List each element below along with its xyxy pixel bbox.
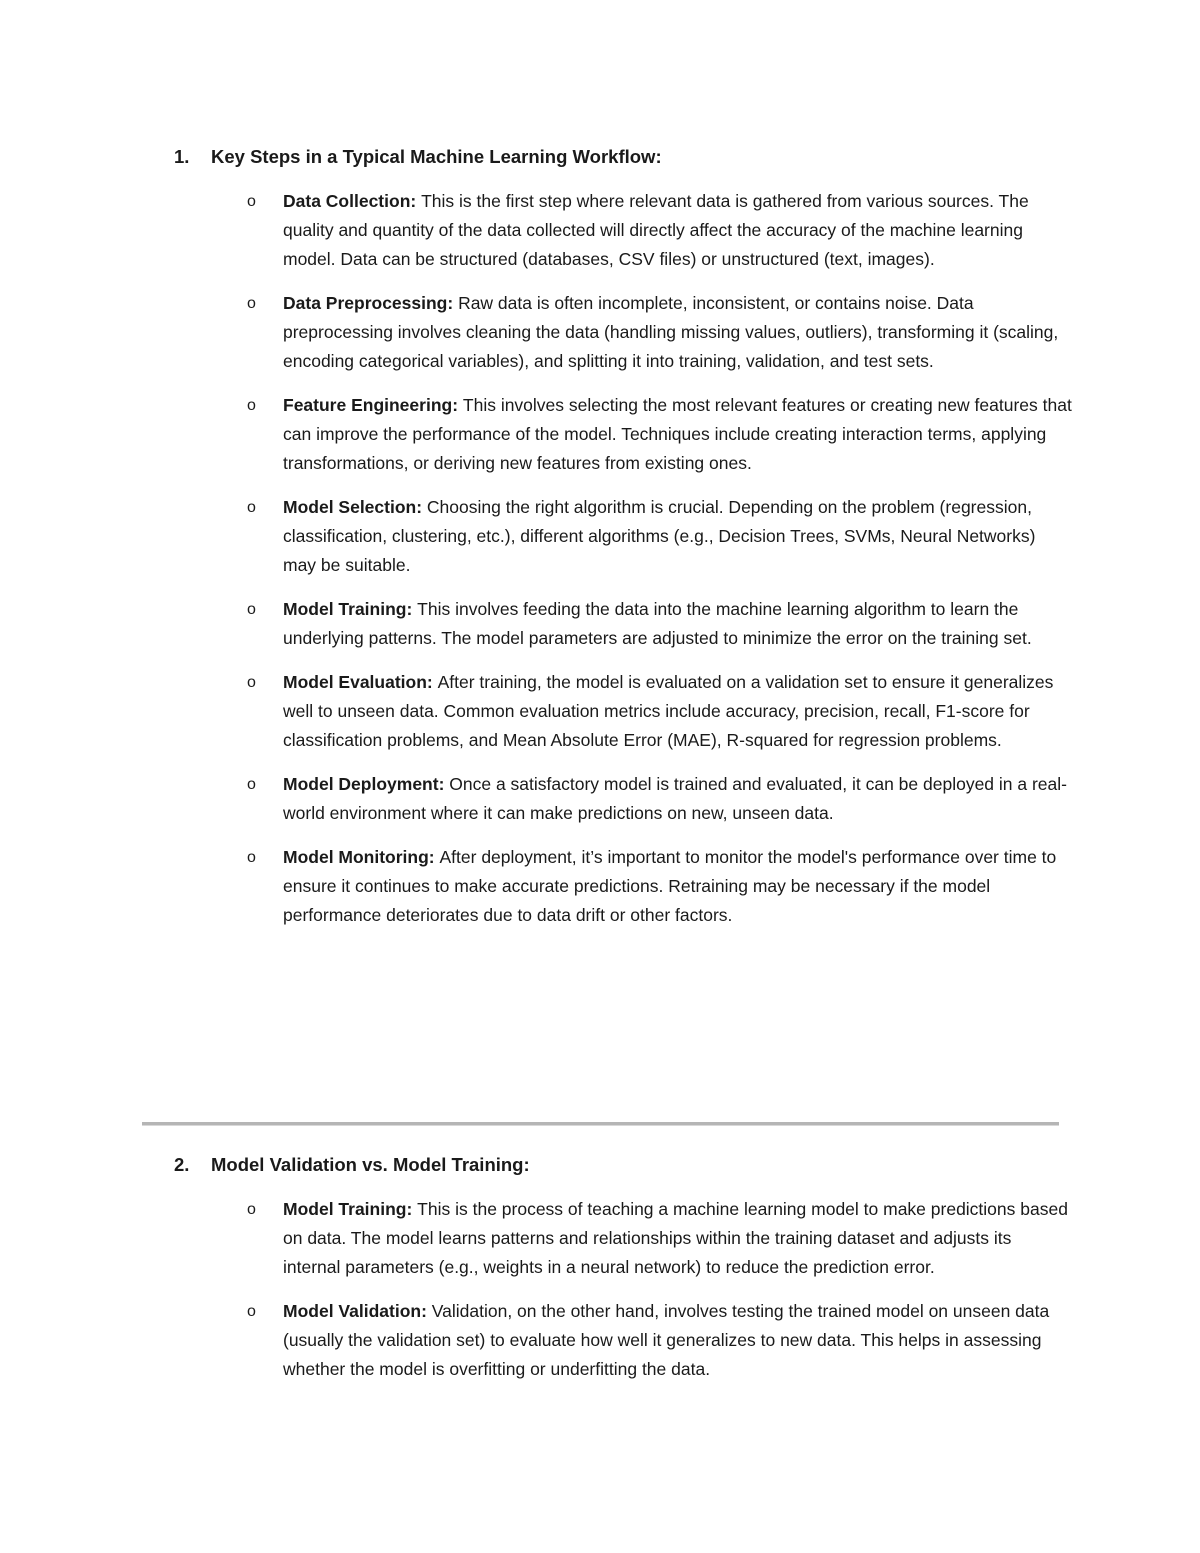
- bullet-marker: o: [247, 849, 256, 866]
- list-item-model-training: [247, 595, 1073, 653]
- section-title: Key Steps in a Typical Machine Learning Workflow:: [211, 146, 662, 167]
- item-text: Raw data is often incomplete, inconsistent, or contains noise. Data preprocessing involves cleaning the data (handling missing values, outliers), transforming it (scaling, encoding categorical variables), and splitting it into training, validation, and test sets.: [283, 293, 1059, 371]
- list-item-model-validation: [247, 1297, 1073, 1384]
- item-term: Data Collection:: [283, 191, 422, 211]
- item-term: Model Training:: [283, 1199, 418, 1219]
- bullet-marker: o: [247, 1201, 256, 1218]
- bullet-marker: o: [247, 1303, 256, 1320]
- item-term: Model Monitoring:: [283, 847, 440, 867]
- section-validation-vs-training: [0, 1150, 1200, 1384]
- item-term: Model Training:: [283, 599, 418, 619]
- item-term: Feature Engineering:: [283, 395, 463, 415]
- list-item-data-collection: [247, 187, 1073, 274]
- bullet-marker: o: [247, 499, 256, 516]
- bullet-marker: o: [247, 674, 256, 691]
- item-text: This involves selecting the most relevant features or creating new features that can improve the performance of the model. Techniques include creating interaction terms, applying transformations, or deriving new features from existing ones.: [283, 395, 1072, 473]
- list-item-model-training: [247, 1195, 1073, 1282]
- bullet-marker: o: [247, 193, 256, 210]
- list-item-data-preprocessing: [247, 289, 1073, 376]
- item-text: This is the process of teaching a machine learning model to make predictions based on data. The model learns patterns and relationships within the training dataset and adjusts its internal parameters (e.g., weights in a neural network) to reduce the prediction error.: [283, 1199, 1068, 1277]
- bullet-list: [0, 1195, 1200, 1384]
- bullet-list: [0, 187, 1200, 930]
- item-text: This is the first step where relevant data is gathered from various sources. The quality and quantity of the data collected will directly affect the accuracy of the machine learning model. Data can be structured (databases, CSV files) or unstructured (text, images).: [283, 191, 1029, 269]
- list-item-model-selection: [247, 493, 1073, 580]
- item-term: Data Preprocessing:: [283, 293, 459, 313]
- item-text: Choosing the right algorithm is crucial. Depending on the problem (regression, classification, clustering, etc.), different algorithms (e.g., Decision Trees, SVMs, Neural Networks) may be suitable.: [283, 497, 1036, 575]
- list-item-feature-engineering: [247, 391, 1073, 478]
- item-text: Validation, on the other hand, involves testing the trained model on unseen data (usually the validation set) to evaluate how well it generalizes to new data. This helps in assessing whether the model is overfitting or underfitting the data.: [283, 1301, 1050, 1379]
- horizontal-divider: [142, 1122, 1059, 1126]
- bullet-marker: o: [247, 295, 256, 312]
- section-ml-workflow: [0, 142, 1200, 930]
- bullet-marker: o: [247, 776, 256, 793]
- item-term: Model Validation:: [283, 1301, 432, 1321]
- item-term: Model Evaluation:: [283, 672, 438, 692]
- item-term: Model Deployment:: [283, 774, 450, 794]
- bullet-marker: o: [247, 601, 256, 618]
- list-item-model-monitoring: [247, 843, 1073, 930]
- list-item-model-deployment: [247, 770, 1073, 828]
- section-number: 2.: [174, 1154, 190, 1175]
- bullet-marker: o: [247, 397, 256, 414]
- section-heading: [0, 142, 1200, 172]
- section-number: 1.: [174, 146, 190, 167]
- item-text: After deployment, it’s important to monitor the model's performance over time to ensure it continues to make accurate predictions. Retraining may be necessary if the model performance deteriorates due to data drift or other factors.: [283, 847, 1057, 925]
- item-text: After training, the model is evaluated on a validation set to ensure it generalizes well to unseen data. Common evaluation metrics include accuracy, precision, recall, F1-score for classification problems, and Mean Absolute Error (MAE), R-squared for regression problems.: [283, 672, 1054, 750]
- item-term: Model Selection:: [283, 497, 427, 517]
- item-text: Once a satisfactory model is trained and evaluated, it can be deployed in a real-world environment where it can make predictions on new, unseen data.: [283, 774, 1067, 823]
- section-heading: [0, 1150, 1200, 1180]
- item-text: This involves feeding the data into the machine learning algorithm to learn the underlying patterns. The model parameters are adjusted to minimize the error on the training set.: [283, 599, 1032, 648]
- section-title: Model Validation vs. Model Training:: [211, 1154, 530, 1175]
- list-item-model-evaluation: [247, 668, 1073, 755]
